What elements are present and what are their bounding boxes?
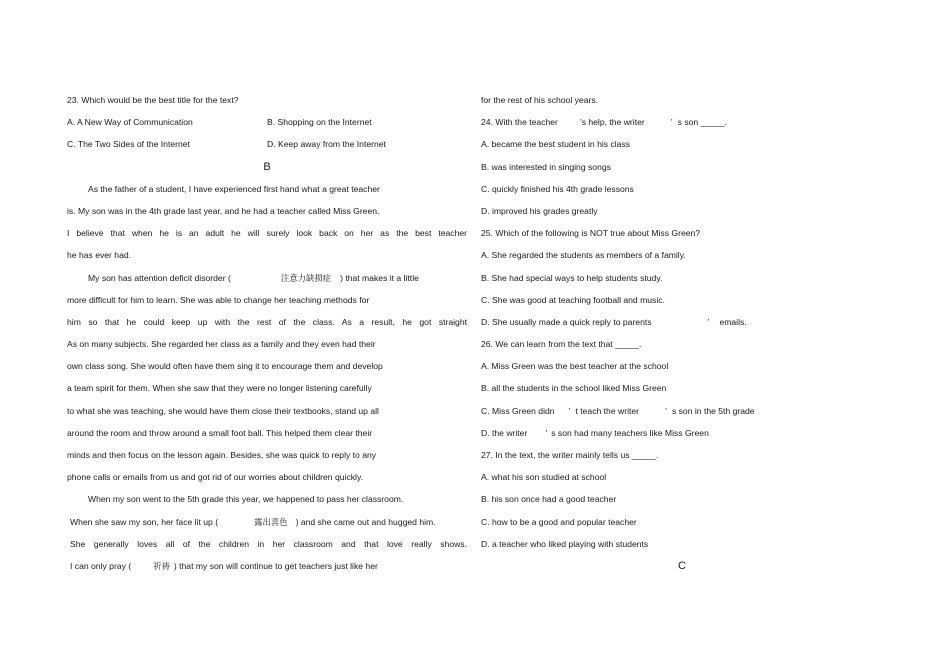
apostrophe: ’	[568, 405, 571, 416]
passage-line: own class song. She would often have them sing it to encourage them and develop	[67, 361, 383, 372]
q25-d-text: emails.	[719, 316, 747, 327]
q24-text: s son _____.	[677, 117, 727, 128]
section-c-letter: C	[678, 559, 686, 572]
passage-text: ) and she came out and hugged him.	[295, 516, 436, 527]
apostrophe: ’	[665, 405, 667, 416]
q26-c-text: t teach the writer	[575, 405, 640, 416]
q27-option-b: B. his son once had a good teacher	[481, 494, 617, 505]
passage-line: more difficult for him to learn. She was able to change her teaching methods for	[67, 294, 370, 305]
q24-question	[481, 111, 781, 133]
q26-option-b: B. all the students in the school liked Miss Green	[481, 383, 667, 394]
q25-option-d	[481, 311, 781, 333]
q26-c-text: s son in the 5th grade	[671, 405, 755, 416]
passage-line	[67, 511, 467, 533]
left-column	[67, 89, 467, 577]
section-b-letter: B	[263, 160, 271, 173]
passage-line: a team spirit for them. When she saw that they were no longer listening carefully	[67, 383, 372, 394]
q25-option-b: B. She had special ways to help students study.	[481, 272, 663, 283]
passage-line	[67, 555, 467, 577]
passage-line: As on many subjects. She regarded her class as a family and they even had their	[67, 339, 376, 350]
chinese-gloss: 祈祷	[153, 560, 170, 571]
passage-line: When my son went to the 5th grade this year, we happened to pass her classroom.	[88, 494, 404, 505]
passage-text: ) that makes it a little	[340, 272, 419, 283]
q26-option-a: A. Miss Green was the best teacher at the school	[481, 361, 669, 372]
q23-options-row-2	[67, 133, 467, 155]
passage-line: him so that he could keep up with the rest of the class. As a result, he got straight	[67, 316, 467, 327]
q24-option-b: B. was interested in singing songs	[481, 161, 611, 172]
q23-option-b: B. Shopping on the Internet	[267, 117, 372, 128]
q23-question: 23. Which would be the best title for the text?	[67, 95, 239, 105]
q25-question: 25. Which of the following is NOT true about Miss Green?	[481, 228, 701, 239]
passage-text: When she saw my son, her face lit up (	[70, 516, 219, 527]
q26-d-text: s son had many teachers like Miss Green	[551, 427, 709, 438]
passage-line	[67, 267, 467, 289]
q23-option-d: D. Keep away from the Internet	[267, 139, 386, 150]
passage-line: is. My son was in the 4th grade last year, and he had a teacher called Miss Green.	[67, 205, 380, 216]
chinese-gloss: 露出喜色	[254, 516, 288, 527]
q25-option-a: A. She regarded the students as members of a family.	[481, 250, 686, 261]
q26-d-text: D. the writer	[481, 427, 528, 438]
q23-option-a: A. A New Way of Communication	[67, 117, 193, 128]
section-b-heading	[67, 156, 467, 178]
passage-line: She generally loves all of the children in her classroom and that love really shows.	[70, 538, 467, 549]
passage-line: for the rest of his school years.	[481, 95, 599, 105]
q26-question: 26. We can learn from the text that _____.	[481, 339, 642, 350]
passage-line: I believe that when he is an adult he will surely look back on her as the best teacher	[67, 228, 467, 239]
q27-option-d: D. a teacher who liked playing with students	[481, 538, 649, 549]
apostrophe: ’	[670, 117, 673, 128]
passage-line: phone calls or emails from us and got rid of our worries about children quickly.	[67, 472, 363, 483]
q26-option-d	[481, 422, 781, 444]
passage-line: around the room and throw around a small foot ball. This helped them clear their	[67, 427, 373, 438]
section-c-heading	[481, 555, 781, 577]
right-column	[481, 89, 781, 577]
q23-option-c: C. The Two Sides of the Internet	[67, 139, 190, 150]
apostrophe: ’	[579, 117, 582, 128]
passage-line: he has ever had.	[67, 250, 132, 261]
passage-text: My son has attention deficit disorder (	[88, 272, 231, 283]
passage-text: ) that my son will continue to get teachers just like her	[173, 560, 378, 571]
passage-text: I can only pray (	[70, 560, 132, 571]
passage-line: minds and then focus on the lesson again. Besides, she was quick to reply to any	[67, 450, 377, 460]
apostrophe: ’	[545, 427, 548, 438]
q24-option-a: A. became the best student in his class	[481, 139, 631, 150]
q25-d-text: D. She usually made a quick reply to parents	[481, 316, 652, 327]
q24-option-d: D. improved his grades greatly	[481, 205, 598, 216]
q27-option-a: A. what his son studied at school	[481, 472, 607, 483]
q24-option-c: C. quickly finished his 4th grade lessons	[481, 183, 634, 194]
q27-option-c: C. how to be a good and popular teacher	[481, 516, 637, 527]
q25-option-c: C. She was good at teaching football and music.	[481, 294, 665, 305]
passage-line: to what she was teaching, she would have them close their textbooks, stand up all	[67, 405, 379, 416]
chinese-gloss: 注意力缺损症	[280, 272, 332, 283]
q26-c-text: C. Miss Green didn	[481, 405, 555, 416]
passage-line: As the father of a student, I have experienced first hand what a great teacher	[88, 183, 380, 194]
q23-options-row-1	[67, 111, 467, 133]
q26-option-c	[481, 400, 781, 422]
apostrophe: ’	[707, 316, 710, 327]
q24-text: s help, the writer	[581, 117, 645, 128]
q24-text: 24. With the teacher	[481, 117, 558, 128]
q27-question: 27. In the text, the writer mainly tells us _____.	[481, 450, 659, 460]
